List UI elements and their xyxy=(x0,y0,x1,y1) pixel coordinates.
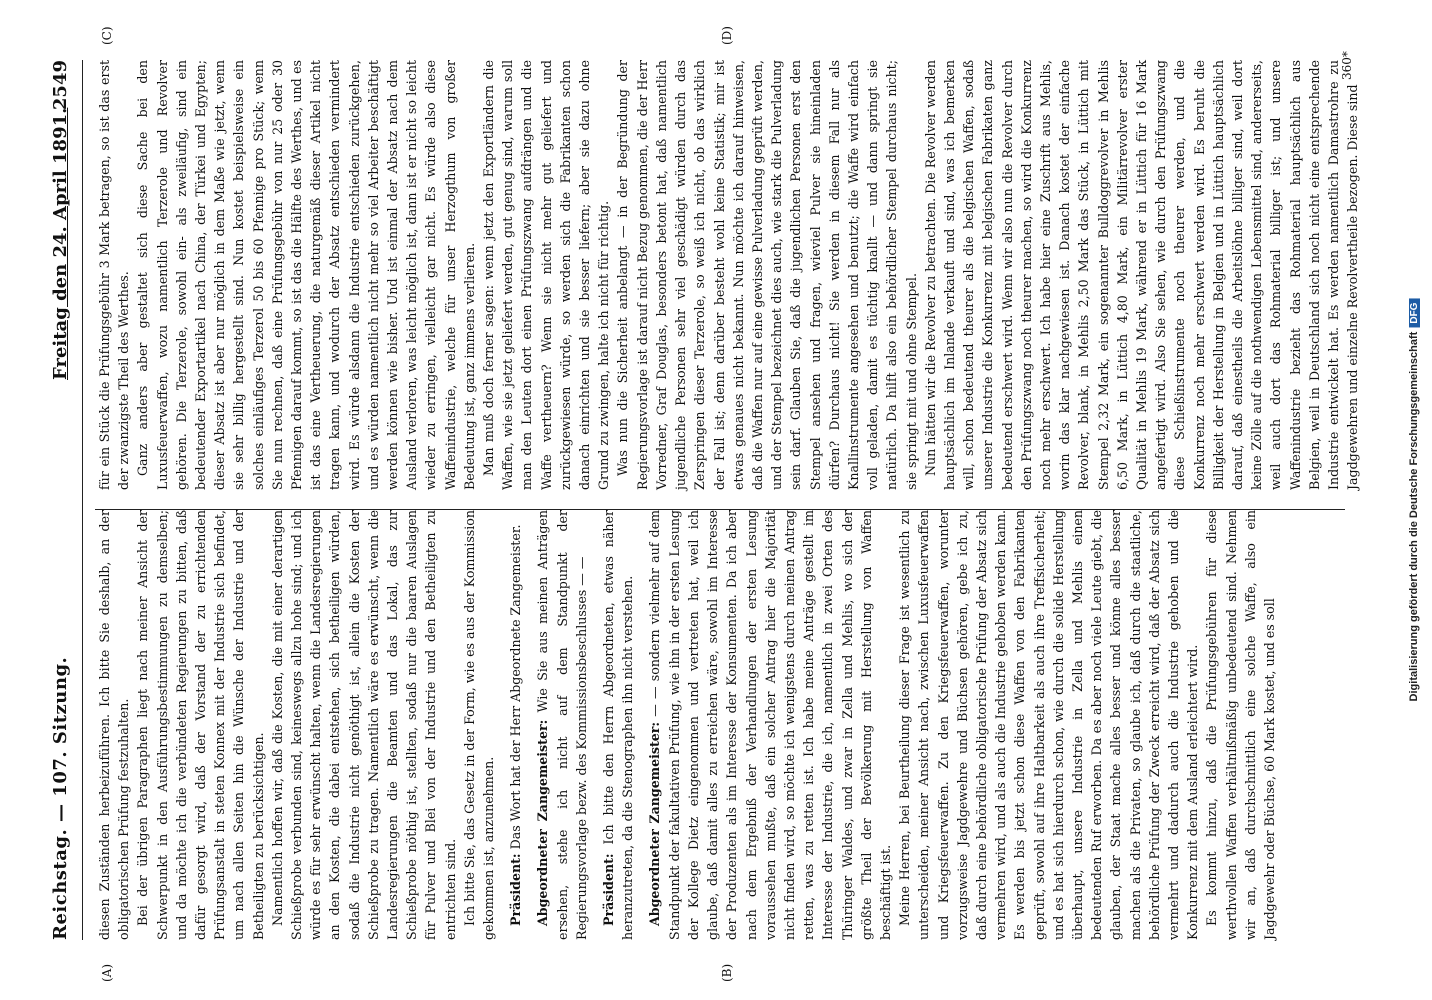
paragraph xyxy=(599,510,637,940)
speech-text: Ich bitte den Herrn Abgeordneten, etwas näher heranzutreten, da die Stenographen ihn nicht verstehen. xyxy=(601,510,636,940)
paragraph xyxy=(506,510,525,940)
left-column xyxy=(95,510,1279,940)
speech-text: Wie Sie aus meinen Anträgen ersehen, stehe ich nicht auf dem Standpunkt der Regierungsvorlage bezw. des Kommissionsbeschlusses — — xyxy=(535,510,589,940)
credit-text: Digitalisierung gefördert durch die Deutsche Forschungsgemeinschaft xyxy=(1408,331,1420,702)
header-date: Freitag den 24. April 1891. xyxy=(50,107,71,380)
paragraph: Bei der übrigen Paragraphen liegt nach meiner Ansicht der Schwerpunkt in den Ausführungsbestimmungen zu demselben; und da möchte ich die verbündeten Regierungen zu bitten, daß dafür gesorgt wird, daß der Vorstand der zu errichtenden Prüfungsanstalt in steten Konnex mit der Industrie sich befindet, um nach allen Seiten hin die Wünsche der Industrie und der Betheiligten zu berücksichtigen. xyxy=(135,510,266,940)
paragraph: Man muß doch ferner sagen: wenn jetzt den Exportländern die Waffen, wie sie jetzt geliefert werden, gut genug sind, warum soll man den Leuten dort einen Prüfungszwang aufdrängen und die Waffe vertheuern? Wenn sie nicht mehr gut geliefert und zurückgewiesen würde, so werden sich die Fabrikanten schon danach einrichten und sie besser liefern; aber sie dazu ohne Grund zu zwingen, halte ich nicht für richtig. xyxy=(481,60,612,490)
margin-marker-c: (C) xyxy=(100,26,114,45)
paragraph xyxy=(645,510,895,940)
paragraph: Ich bitte Sie, das Gesetz in der Form, wie es aus der Kommission gekommen ist, anzunehmen. xyxy=(461,510,497,940)
footer-signature: 360* xyxy=(1340,51,1354,80)
speech-text: — — sondern vielmehr auf dem Standpunkt der fakultativen Prüfung, wie ihn in der ersten Lesung der Kollege Dietz eingenommen und vertreten hat, weil ich glaube, daß damit alles zu erreichen wäre, sowohl im Interesse der Produzenten als im Interesse der Konsumenten. Da ich aber nach dem Ergebniß der Verhandlungen der ersten Lesung voraussehen mußte, daß ein solcher Antrag hier die Majorität nicht finden wird, so möchte ich wenigstens durch meinen Antrag retten, was zu retten ist. Ich habe meine Anträge gestellt im Interesse der Industrie, die ich, namentlich in zwei Orten des Thüringer Waldes, und zwar in Zella und Mehlis, wo sich der größte Theil der Bevölkerung mit Herstellung von Waffen beschäftigt ist. xyxy=(647,510,893,940)
paragraph xyxy=(533,510,591,940)
margin-marker-b: (B) xyxy=(720,963,734,982)
header-session: Reichstag. — 107. Sitzung. xyxy=(50,656,71,940)
column-divider xyxy=(95,509,1345,510)
speech-text: Das Wort hat der Herr Abgeordnete Zangemeister. xyxy=(508,524,524,854)
right-column xyxy=(95,60,1362,490)
speaker-name: Präsident: xyxy=(508,853,524,926)
page-header xyxy=(50,60,80,940)
paragraph: diesen Zuständen herbeizuführen. Ich bitte Sie deshalb, an der obligatorischen Prüfung festzuhalten. xyxy=(97,510,132,940)
paragraph: für ein Stück die Prüfungsgebühr 3 Mark betragen, so ist das erst der zwanzigste Theil des Werthes. xyxy=(97,60,132,490)
dfg-logo: DFG xyxy=(1409,299,1420,328)
paragraph: Was nun die Sicherheit anbelangt — in der Begründung der Regierungsvorlage ist darauf nicht Bezug genommen, die der Herr Vorredner, Graf Douglas, besonders betont hat, daß namentlich jugendliche Personen sehr viel geschädigt würden durch das Zerspringen dieser Terzerole, so weiß ich nicht, ob das wirklich der Fall ist; denn darüber besteht wohl keine Statistik; mir ist etwas genaues nicht bekannt. Nun möchte ich darauf hinweisen, daß die Waffen nur auf eine gewisse Pulverladung geprüft werden, und der Stempel bezeichnet dies auch, wie stark die Pulverladung sein darf. Glauben Sie, daß die jugendlichen Personen erst den Stempel ansehen und fragen, wieviel Pulver sie hineinladen dürfen? Durchaus nicht! Sie werden in diesem Fall nur als Knallinstrumente angesehen und benutzt; die Waffe wird einfach voll geladen, damit es tüchtig knallt — und dann springt sie natürlich. Da hilft also ein behördlicher Stempel durchaus nicht; sie springt mit und ohne Stempel. xyxy=(615,60,919,490)
paragraph: Namentlich hoffen wir, daß die Kosten, die mit einer derartigen Schießprobe verbunden sind, keineswegs allzu hohe sind; und ich würde es für sehr erwünscht halten, wenn die Landesregierungen an den Kosten, die dabei entstehen, sich betheiligen würden, sodaß die Industrie nicht genöthigt ist, allein die Kosten der Schießprobe zu tragen. Namentlich wäre es erwünscht, wenn die Landesregierungen die Beamten und das Lokal, das zur Schießprobe nöthig ist, stellten, sodaß nur die baaren Auslagen für Pulver und Blei von der Industrie und den Betheiligten zu entrichten sind. xyxy=(269,510,458,940)
paragraph: Ganz anders aber gestaltet sich diese Sache bei den Luxusfeuerwaffen, wozu namentlich Terzerole und Revolver gehören. Die Terzerole, sowohl ein- als zweiläufig, sind ein bedeutender Exportartikel nach China, der Türkei und Egypten; dieser Absatz ist aber nur möglich in dem Maße wie jetzt, wenn sie sehr billig hergestellt sind. Nun kostet beispielsweise ein solches einläufiges Terzerol 50 bis 60 Pfennige pro Stück; wenn Sie nun rechnen, daß eine Prüfungsgebühr von nur 25 oder 30 Pfennigen darauf kommt, so ist das die Hälfte des Werthes, und es ist das eine Vertheuerung, die naturgemäß dieser Artikel nicht tragen kann, und wodurch der Absatz entschieden vermindert wird. Es würde alsdann die Industrie entschieden zurückgehen, und es würden namentlich nicht mehr so viel Arbeiter beschäftigt werden können wie bisher. Und ist einmal der Absatz nach dem Ausland verloren, was leicht möglich ist, dann ist er nicht so leicht wieder zu erringen, vielleicht gar nicht. Es würde also diese Waffenindustrie, welche für unser Herzogthum von großer Bedeutung ist, ganz immens verlieren. xyxy=(135,60,477,490)
margin-marker-a: (A) xyxy=(100,963,114,982)
speaker-name: Abgeordneter Zangemeister: xyxy=(535,719,551,926)
paragraph: Meine Herren, bei Beurtheilung dieser Frage ist wesentlich zu unterscheiden, meiner Ansicht nach, zwischen Luxusfeuerwaffen und Kriegsfeuerwaffen. Zu den Kriegsfeuerwaffen, worunter vorzugsweise Jagdgewehre und Büchsen gehören, gebe ich zu, daß durch eine behördliche obligatorische Prüfung der Absatz sich vermehren wird, und als auch die Industrie gehoben werden kann. Es werden bis jetzt schon diese Waffen von den Fabrikanten geprüft, sowohl auf ihre Haltbarkeit als auch ihre Treffsicherheit; und es hat sich hierdurch schon, wie durch die solide Herstellung überhaupt, unsere Industrie in Zella und Mehlis einen bedeutenden Ruf erworben. Da es aber noch viele Leute giebt, die glauben, der Staat mache alles besser und könne alles besser machen als die Privaten, so glaube ich, daß durch die staatliche, behördliche Prüfung der Zweck erreicht wird, daß der Absatz sich vermehrt und dadurch auch die Industrie gehoben und die Konkurrenz mit dem Ausland erleichtert wird. xyxy=(897,510,1201,940)
header-rule xyxy=(82,60,83,940)
margin-marker-d: (D) xyxy=(720,26,734,45)
paragraph: Nun hätten wir die Revolver zu betrachten. Die Revolver werden hauptsächlich im Inlande verkauft und sind, was ich bemerken will, schon bedeutend theurer als die belgischen Waffen, sodaß unserer Industrie die Konkurrenz mit belgischen Fabrikaten ganz bedeutend erschwert wird. Wenn wir also nun die Revolver durch den Prüfungszwang noch theurer machen, so wird die Konkurrenz noch mehr erschwert. Ich habe hier eine Zuschrift aus Mehlis, worin das klar nachgewiesen ist. Danach kostet der einfache Revolver, blank, in Mehlis 2,50 Mark das Stück, in Lüttich mit Stempel 2,32 Mark, ein sogenannter Bulldoggrevolver in Mehlis 6,50 Mark, in Lüttich 4,80 Mark, ein Militärrevolver erster Qualität in Mehlis 19 Mark, während er in Lüttich für 16 Mark angefertigt wird. Also Sie sehen, wie durch den Prüfungszwang diese Schießinstrumente noch theurer werden, und die Konkurrenz noch mehr erschwert werden wird. Es beruht die Billigkeit der Herstellung in Belgien und in Lüttich hauptsächlich darauf, daß einestheils die Arbeitslöhne billiger sind, weil dort keine Zölle auf die nothwendigen Lebensmittel sind, andererseits, weil auch dort das Rohmaterial billiger ist; und unsere Waffenindustrie bezieht das Rohmaterial hauptsächlich aus Belgien, weil in Deutschland sich noch nicht eine entsprechende Industrie entwickelt hat. Es werden namentlich Damastrohre zu Jagdgewehren und einzelne Revolvertheile bezogen. Diese sind xyxy=(922,60,1361,490)
speaker-name: Präsident: xyxy=(601,853,617,926)
speaker-name: Abgeordneter Zangemeister: xyxy=(647,721,663,926)
paragraph: Es kommt hinzu, daß die Prüfungsgebühren für diese werthvollen Waffen verhältnißmäßig unbedeutend sind. Nehmen wir an, daß durchschnittlich eine solche Waffe, also ein Jagdgewehr oder Büchse, 60 Mark kostet, und es soll xyxy=(1204,510,1277,940)
header-page-number: 2549 xyxy=(50,60,71,111)
